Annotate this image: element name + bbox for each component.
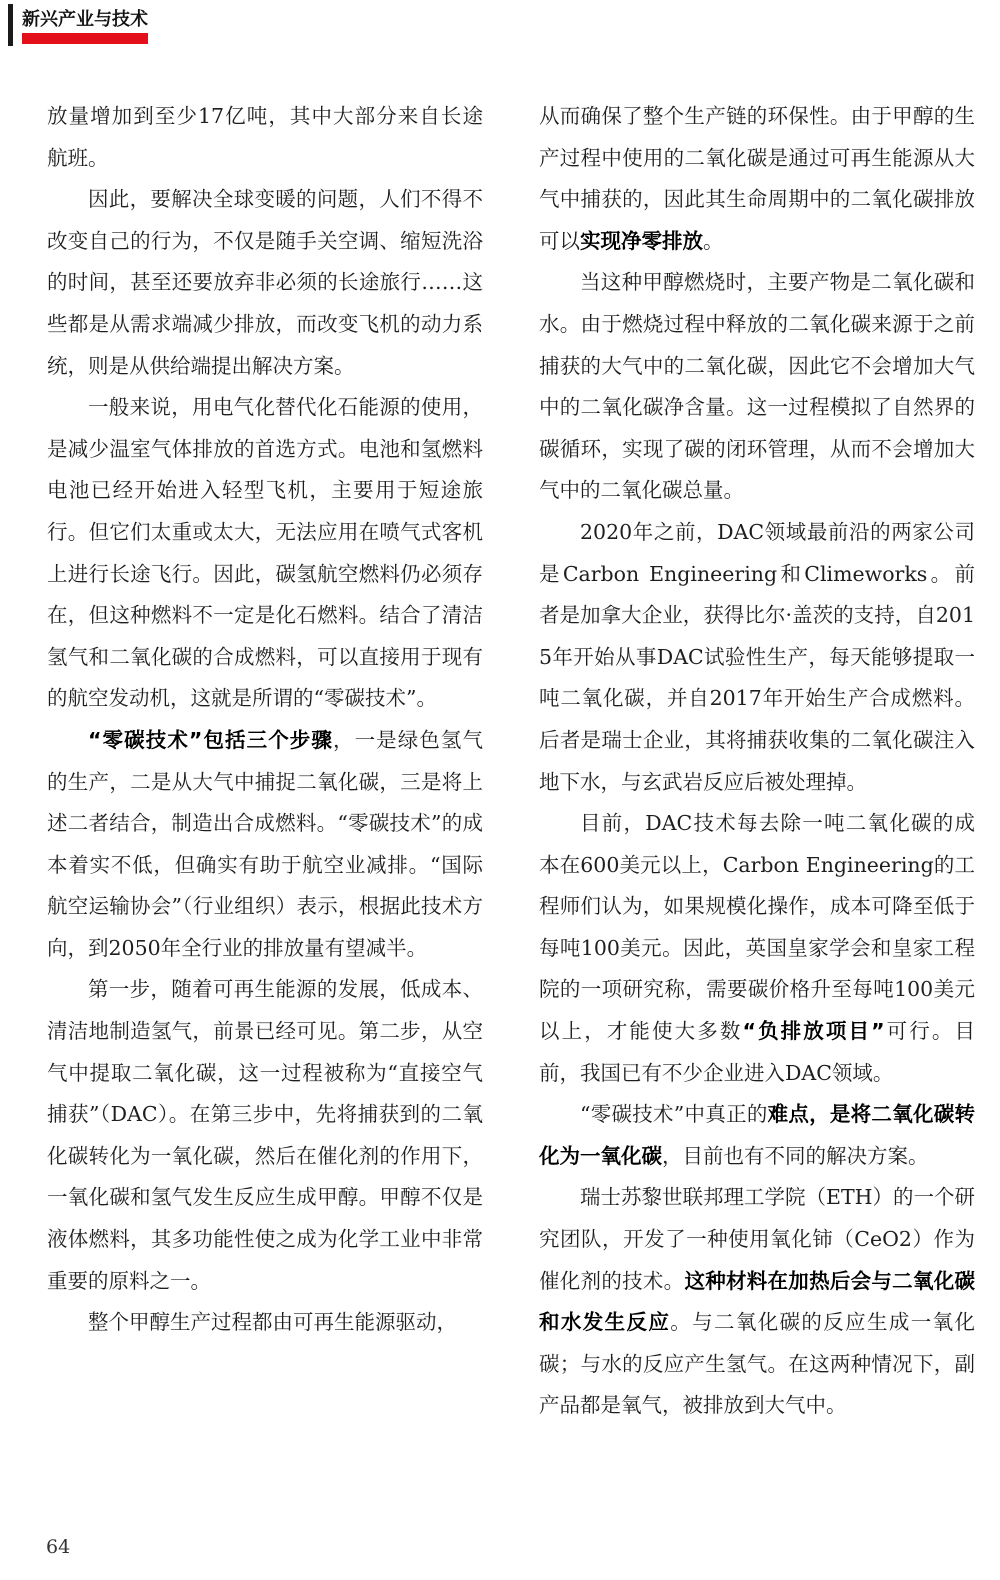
emphasis-text: 这种材料在加热后会与二氧化碳和水发生反应	[539, 1268, 976, 1335]
emphasis-text: 难点，是将二氧化碳转化为一氧化碳	[539, 1102, 975, 1168]
paragraph: 放量增加到至少17亿吨，其中大部分来自长途航班。	[47, 104, 483, 170]
paragraph: 因此，要解决全球变暖的问题，人们不得不改变自己的行为，不仅是随手关空调、缩短洗浴的时间，甚至还要放弃非必须的长途旅行……这些都是从需求端减少排放，而改变飞机的动力系统，则是从供给端提出解决方案。	[47, 187, 483, 378]
paragraph	[539, 1094, 975, 1177]
emphasis-text: “零碳技术”包括三个步骤	[88, 727, 333, 752]
paragraph: 一般来说，用电气化替代化石能源的使用，是减少温室气体排放的首选方式。电池和氢燃料电池已经开始进入轻型飞机，主要用于短途旅行。但它们太重或太大，无法应用在喷气式客机上进行长途飞行。因此，碳氢航空燃料仍必须存在，但这种燃料不一定是化石燃料。结合了清洁氢气和二氧化碳的合成燃料，可以直接用于现有的航空发动机，这就是所谓的“零碳技术”。	[47, 395, 483, 711]
header-red-underline	[22, 33, 148, 44]
paragraph-text: 。	[703, 228, 724, 253]
paragraph-text: “零碳技术”中真正的	[580, 1102, 768, 1127]
paragraph	[539, 803, 975, 1094]
paragraph: 2020年之前，DAC领域最前沿的两家公司是Carbon Engineering和Climeworks。前者是加拿大企业，获得比尔·盖茨的支持，自2015年开始从事DAC试验性生产，每天能够提取一吨二氧化碳，并自2017年开始生产合成燃料。后者是瑞士企业，其将捕获收集的二氧化碳注入地下水，与玄武岩反应后被处理掉。	[539, 519, 975, 794]
paragraph: 当这种甲醇燃烧时，主要产物是二氧化碳和水。由于燃烧过程中释放的二氧化碳来源于之前捕获的大气中的二氧化碳，因此它不会增加大气中的二氧化碳净含量。这一过程模拟了自然界的碳循环，实现了碳的闭环管理，从而不会增加大气中的二氧化碳总量。	[539, 270, 975, 503]
paragraph: 整个甲醇生产过程都由可再生能源驱动，	[88, 1310, 457, 1335]
paragraph	[539, 1177, 975, 1427]
paragraph-text: ，一是绿色氢气的生产，二是从大气中捕捉二氧化碳，三是将上述二者结合，制造出合成燃料。“零碳技术”的成本着实不低，但确实有助于航空业减排。“国际航空运输协会”（行业组织）表示，根据此技术方向，到2050年全行业的排放量有望减半。	[47, 727, 483, 960]
paragraph: 第一步，随着可再生能源的发展，低成本、清洁地制造氢气，前景已经可见。第二步，从空气中提取二氧化碳，这一过程被称为“直接空气捕获”（DAC）。在第三步中，先将捕获到的二氧化碳转化为一氧化碳，然后在催化剂的作用下，一氧化碳和氢气发生反应生成甲醇。甲醇不仅是液体燃料，其多功能性使之成为化学工业中非常重要的原料之一。	[47, 977, 483, 1293]
page-number: 64	[46, 1536, 71, 1558]
right-column	[539, 96, 975, 1427]
header-marker-bar	[8, 4, 13, 46]
paragraph-text: 瑞士苏黎世联邦理工学院（ETH）的一个研究团队，开发了一种使用氧化铈（CeO2）作为催化剂的技术。	[539, 1185, 976, 1293]
paragraph-text: 可行。目前，我国已有不少企业进入DAC领域。	[539, 1019, 976, 1085]
paragraph-text: ，目前也有不同的解决方案。	[662, 1143, 929, 1168]
paragraph-text: 。与二氧化碳的反应生成一氧化碳；与水的反应产生氢气。在这两种情况下，副产品都是氧气，被排放到大气中。	[539, 1310, 976, 1418]
paragraph	[47, 720, 483, 970]
emphasis-text: 实现净零排放	[580, 228, 703, 253]
section-title: 新兴产业与技术	[22, 9, 148, 30]
left-column	[47, 96, 483, 1344]
paragraph	[539, 96, 975, 262]
paragraph-text: 从而确保了整个生产链的环保性。由于甲醇的生产过程中使用的二氧化碳是通过可再生能源从大气中捕获的，因此其生命周期中的二氧化碳排放可以	[539, 104, 975, 253]
emphasis-text: “负排放项目”	[742, 1019, 885, 1044]
paragraph-text: 目前，DAC技术每去除一吨二氧化碳的成本在600美元以上，Carbon Engineering的工程师们认为，如果规模化操作，成本可降至低于每吨100美元。因此，英国皇家学会和皇家工程院的一项研究称，需要碳价格升至每吨100美元以上，才能使大多数	[539, 811, 975, 1044]
